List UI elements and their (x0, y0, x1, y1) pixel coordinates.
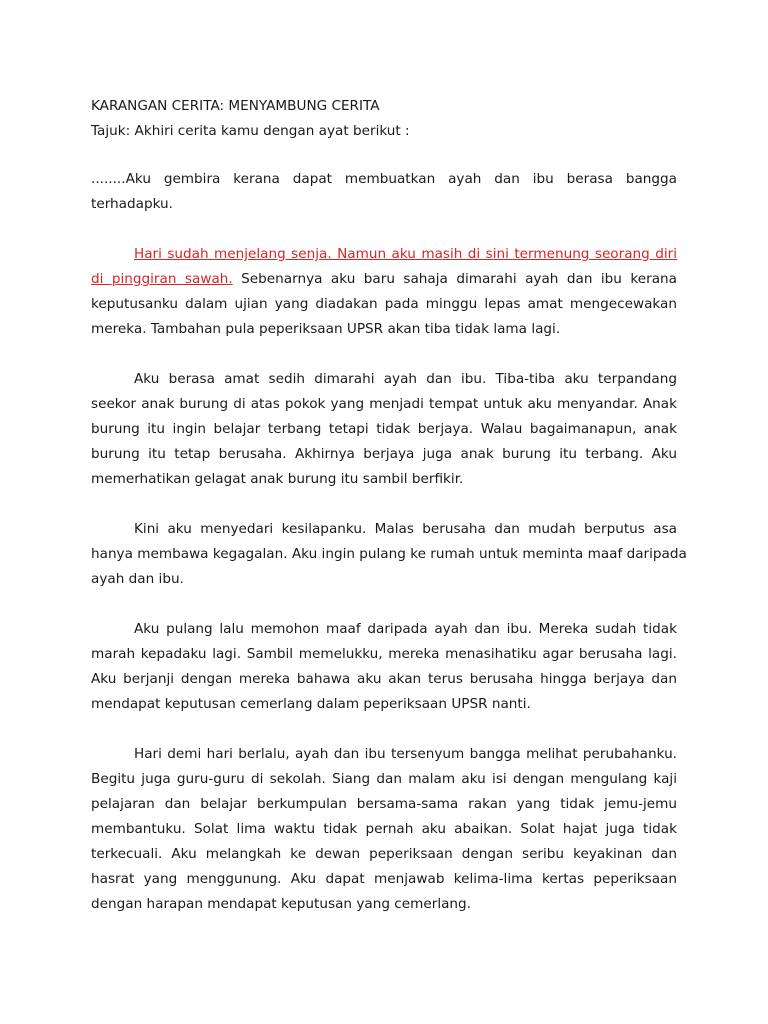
paragraph-line: hanya membawa kegagalan. Aku ingin pulang ke rumah untuk meminta maaf daripada (91, 546, 687, 562)
paragraph-line: hasrat yang menggunung. Aku dapat menjawab kelima-lima kertas peperiksaan (91, 871, 677, 887)
paragraph-text: Sebenarnya aku baru sahaja dimarahi ayah dan ibu kerana (232, 271, 677, 287)
paragraph-line: mendapat keputusan cemerlang dalam peperiksaan UPSR nanti. (91, 696, 531, 712)
paragraph-line: ........Aku gembira kerana dapat membuatkan ayah dan ibu berasa bangga (91, 171, 677, 187)
paragraph-line: Begitu juga guru-guru di sekolah. Siang dan malam aku isi dengan mengulang kaji (91, 771, 677, 787)
document-title: KARANGAN CERITA: MENYAMBUNG CERITA (91, 98, 380, 114)
paragraph-line: Kini aku menyedari kesilapanku. Malas berusaha dan mudah berputus asa (134, 521, 677, 537)
paragraph-line: memerhatikan gelagat anak burung itu sambil berfikir. (91, 471, 464, 487)
paragraph-line (91, 267, 677, 292)
paragraph-line: Aku pulang lalu memohon maaf daripada ayah dan ibu. Mereka sudah tidak (134, 621, 677, 637)
paragraph-line: terkecuali. Aku melangkah ke dewan peperiksaan dengan seribu keyakinan dan (91, 846, 677, 862)
story-paragraph-2 (91, 367, 677, 492)
story-paragraph-1 (91, 242, 677, 342)
paragraph-line: Aku berjanji dengan mereka bahawa aku akan terus berusaha hingga berjaya dan (91, 671, 677, 687)
story-paragraph-4 (91, 617, 677, 717)
paragraph-line: dengan harapan mendapat keputusan yang cemerlang. (91, 896, 471, 912)
highlighted-sentence-end: di pinggiran sawah. (91, 271, 233, 287)
paragraph-line: burung itu tetap berusaha. Akhirnya berjaya juga anak burung itu terbang. Aku (91, 446, 677, 462)
paragraph-line: burung itu ingin belajar terbang tetapi tidak berjaya. Walau bagaimanapun, anak (91, 421, 677, 437)
paragraph-line: keputusanku dalam ujian yang diadakan pada minggu lepas amat mengecewakan (91, 296, 677, 312)
paragraph-line: pelajaran dan belajar berkumpulan bersama-sama rakan yang tidak jemu-jemu (91, 796, 677, 812)
paragraph-line: seekor anak burung di atas pokok yang menjadi tempat untuk aku menyandar. Anak (91, 396, 677, 412)
paragraph-line: terhadapku. (91, 196, 173, 212)
opening-paragraph (91, 167, 677, 217)
paragraph-line (91, 242, 677, 267)
story-paragraph-3 (91, 517, 687, 592)
paragraph-line: Aku berasa amat sedih dimarahi ayah dan ibu. Tiba-tiba aku terpandang (134, 371, 677, 387)
document-subtitle: Tajuk: Akhiri cerita kamu dengan ayat berikut : (91, 123, 410, 139)
paragraph-line: membantuku. Solat lima waktu tidak pernah aku abaikan. Solat hajat juga tidak (91, 821, 677, 837)
paragraph-line: mereka. Tambahan pula peperiksaan UPSR akan tiba tidak lama lagi. (91, 321, 561, 337)
paragraph-line: Hari demi hari berlalu, ayah dan ibu tersenyum bangga melihat perubahanku. (134, 746, 677, 762)
highlighted-sentence: Hari sudah menjelang senja. Namun aku masih di sini termenung seorang diri (134, 246, 677, 262)
paragraph-line: ayah dan ibu. (91, 571, 184, 587)
paragraph-line: marah kepadaku lagi. Sambil memelukku, mereka menasihatiku agar berusaha lagi. (91, 646, 677, 662)
story-paragraph-5 (91, 742, 677, 917)
